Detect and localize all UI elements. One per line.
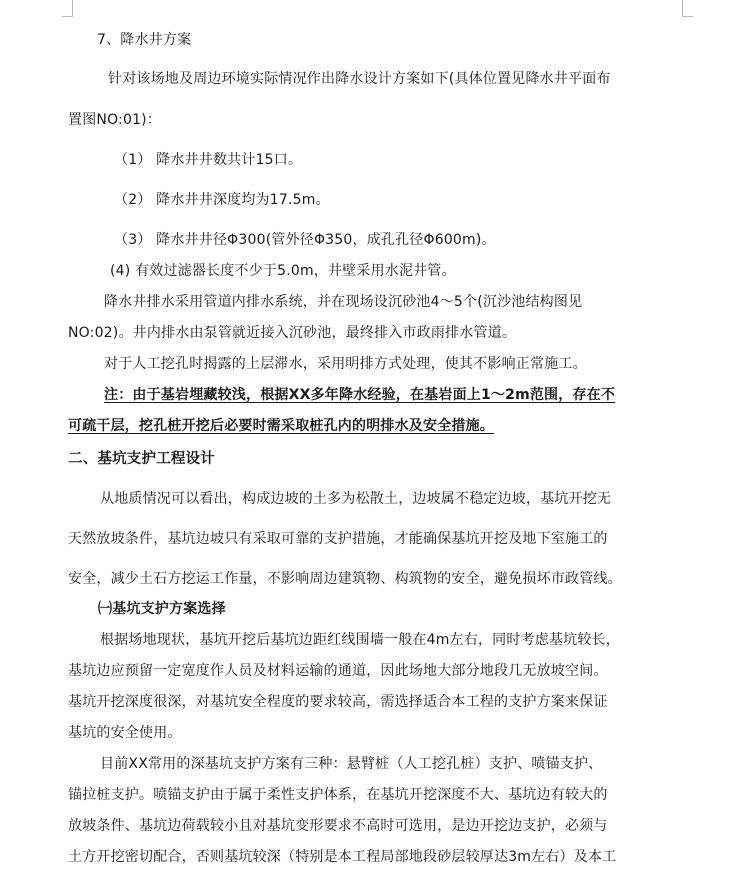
paragraph-line: 基坑的安全使用。 [68,725,182,741]
paragraph-line: 放坡条件、基坑边荷载较小且对基坑变形要求不高时可选用，是边开挖边支护，必须与 [68,818,608,834]
paragraph-line: 基坑开挖深度很深，对基坑安全程度的要求较高，需选择适合本工程的支护方案来保证 [68,694,608,710]
paragraph-line: 锚拉桩支护。喷锚支护由于属于柔性支护体系，在基坑开挖深度不大、基坑边有较大的 [68,787,608,803]
paragraph-line: 安全，减少土石方挖运工作量，不影响周边建筑物、构筑物的安全，避免损坏市政管线。 [68,571,622,587]
crop-mark-top-right [682,0,693,17]
paragraph-line: 置图NO:01)： [68,112,162,128]
subsection-heading: ㈠基坑支护方案选择 [98,601,226,617]
note-line: 注：由于基岩埋藏较浅，根据XX多年降水经验，在基岩面上1～2m范围，存在不 [104,387,616,403]
paragraph-line: 根据场地现状，基坑开挖后基坑边距红线围墙一般在4m左右，同时考虑基坑较长， [100,632,620,648]
section-heading: 二、基坑支护工程设计 [68,451,215,467]
paragraph-line: 降水井排水采用管道内排水系统，并在现场设沉砂池4～5个(沉沙池结构图见 [104,294,583,310]
paragraph-line: 基坑边应预留一定宽度作人员及材料运输的通道，因此场地大部分地段几无放坡空间。 [68,663,608,679]
paragraph-line: 土方开挖密切配合，否则基坑较深（特别是本工程局部地段砂层较厚达3m左右）及本工 [68,849,617,865]
paragraph-line: NO:02)。井内排水由泵管就近接入沉砂池，最终排入市政雨排水管道。 [68,325,517,341]
list-item: (4) 有效过滤器长度不少于5.0m，井壁采用水泥井管。 [110,263,456,279]
note-line: 可疏干层，挖孔桩开挖后必要时需采取桩孔内的明排水及安全措施。 [68,418,494,434]
paragraph-line: 天然放坡条件，基坑边坡只有采取可靠的支护措施，才能确保基坑开挖及地下室施工的 [68,531,608,547]
paragraph-line: 对于人工挖孔时揭露的上层滞水，采用明排方式处理，使其不影响正常施工。 [104,356,587,372]
paragraph-line: 从地质情况可以看出，构成边坡的土多为松散土，边坡属不稳定边坡，基坑开挖无 [100,491,612,507]
list-item: （1） 降水井井数共计15口。 [114,152,303,168]
list-item: （2） 降水井井深度均为17.5m。 [114,192,330,208]
section-7-heading: 7、降水井方案 [97,32,192,48]
list-item: （3） 降水井井径Φ300(管外径Φ350，成孔孔径Φ600m)。 [114,232,496,248]
crop-mark-top-left [62,0,73,17]
paragraph-line: 目前XX常用的深基坑支护方案有三种：悬臂桩（人工挖孔桩）支护、喷锚支护、 [100,756,603,772]
paragraph-line: 针对该场地及周边环境实际情况作出降水设计方案如下(具体位置见降水井平面布 [108,71,611,87]
